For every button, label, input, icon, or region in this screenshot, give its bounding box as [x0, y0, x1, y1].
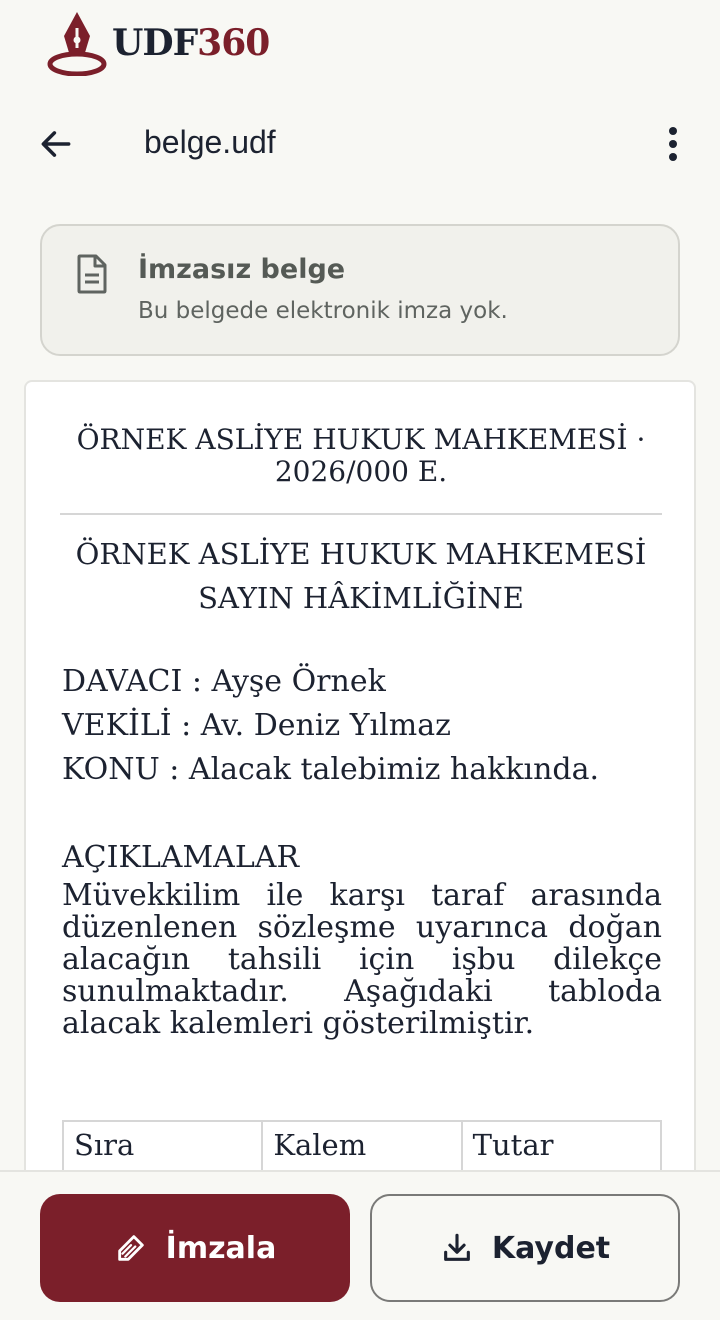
- table-header-cell: Tutar: [462, 1121, 661, 1180]
- arrow-left-icon: [37, 125, 75, 163]
- sign-button-label: İmzala: [165, 1230, 277, 1266]
- document-icon: [76, 254, 108, 294]
- more-options-button[interactable]: [652, 120, 694, 168]
- app-logo: [46, 10, 269, 76]
- sign-button[interactable]: [40, 1194, 350, 1302]
- save-button-label: Kaydet: [491, 1230, 611, 1266]
- document-preview[interactable]: [24, 380, 696, 1180]
- plaintiff-line: DAVACI : Ayşe Örnek: [62, 664, 386, 699]
- case-header-line2: 2026/000 E.: [274, 455, 448, 488]
- case-header: [60, 424, 662, 488]
- court-title: [60, 532, 662, 620]
- case-header-line1: ÖRNEK ASLİYE HUKUK MAHKEMESİ ·: [76, 423, 646, 456]
- file-title: belge.udf: [144, 124, 276, 160]
- subject-line: KONU : Alacak talebimiz hakkında.: [62, 752, 600, 787]
- bottom-action-bar: [0, 1170, 720, 1320]
- back-button[interactable]: [30, 122, 82, 166]
- fountain-pen-nib-icon: [46, 10, 108, 76]
- table-header-cell: Sıra: [63, 1121, 262, 1180]
- save-button[interactable]: [370, 1194, 680, 1302]
- body-paragraph: Müvekkilim ile karşı taraf arasında düzenlenen sözleşme uyarınca doğan alacağın tahsili için işbu dilekçe sunulmaktadır. Aşağıdaki tabloda alacak kalemleri gösterilmiştir.: [62, 878, 662, 1041]
- table-header-cell: Kalem: [262, 1121, 461, 1180]
- section-heading: AÇIKLAMALAR: [62, 840, 300, 875]
- signature-status-title: İmzasız belge: [138, 254, 346, 285]
- party-info: [62, 660, 662, 792]
- court-title-line2: SAYIN HÂKİMLİĞİNE: [198, 581, 524, 615]
- signature-status-subtitle: Bu belgede elektronik imza yok.: [138, 298, 508, 324]
- header-divider: [60, 513, 662, 515]
- download-icon: [440, 1231, 474, 1265]
- more-vert-icon: [667, 126, 679, 162]
- court-title-line1: ÖRNEK ASLİYE HUKUK MAHKEMESİ: [75, 537, 647, 571]
- signature-pen-icon: [114, 1231, 148, 1265]
- signature-status-card: [40, 224, 680, 356]
- brand-name: UDF360: [112, 22, 270, 64]
- attorney-line: VEKİLİ : Av. Deniz Yılmaz: [62, 708, 451, 743]
- app-bar: [0, 110, 720, 178]
